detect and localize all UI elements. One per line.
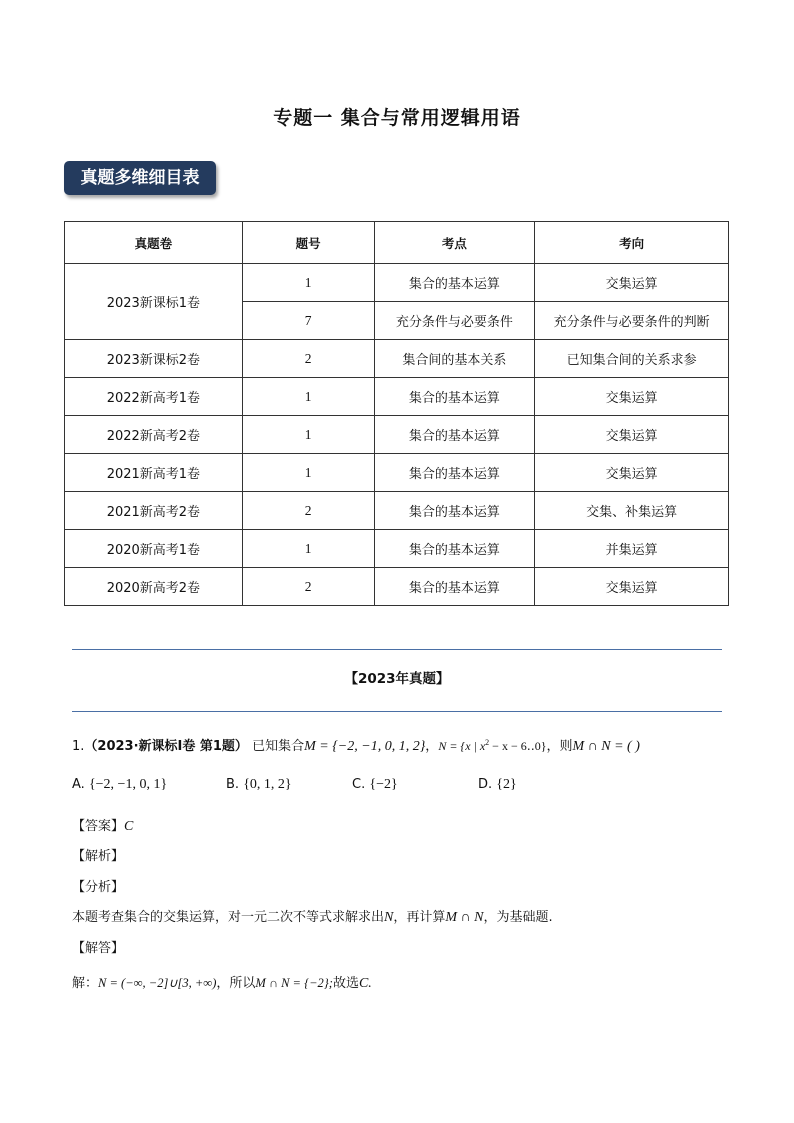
table-row (65, 378, 729, 416)
table-row (65, 340, 729, 378)
cell-direction: 充分条件与必要条件的判断 (535, 302, 729, 340)
option-value: {−2} (369, 777, 398, 792)
cell-direction: 交集、补集运算 (535, 492, 729, 530)
solution-choose: 故选 (332, 976, 359, 991)
section-badge: 真题多维细目表 (64, 161, 216, 195)
cell-point: 集合的基本运算 (374, 530, 535, 568)
solution-result: M ∩ N = {−2}; (255, 976, 333, 990)
cell-point: 集合的基本运算 (374, 378, 535, 416)
option-a (72, 777, 167, 793)
question-source: （2023·新课标I卷 第1题） (84, 739, 248, 754)
cell-number: 1 (242, 416, 374, 454)
cell-direction: 已知集合间的关系求参 (535, 340, 729, 378)
fenxi-text-c: ，为基础题. (483, 910, 553, 925)
option-b (226, 777, 292, 793)
cell-number: 2 (242, 568, 374, 606)
option-label: A. (72, 777, 85, 792)
cell-paper: 2021新高考2卷 (65, 492, 243, 530)
cell-number: 7 (242, 302, 374, 340)
answer-value: C (124, 819, 134, 834)
cell-number: 2 (242, 340, 374, 378)
set-m-expression: M = {−2, −1, 0, 1, 2} (304, 739, 426, 754)
option-label: B. (226, 777, 240, 792)
fenxi-text (72, 906, 553, 926)
cell-point: 集合的基本运算 (374, 492, 535, 530)
cell-number: 1 (242, 264, 374, 302)
solution-text: ，所以 (216, 976, 256, 991)
question-number: 1. (72, 739, 85, 754)
cell-direction: 交集运算 (535, 454, 729, 492)
header-direction: 考向 (535, 222, 729, 264)
document-title: 专题一 集合与常用逻辑用语 (273, 107, 521, 129)
cell-point: 集合的基本运算 (374, 454, 535, 492)
set-n-expression: N = {x | x (438, 739, 486, 753)
section-title: 【2023年真题】 (344, 671, 450, 687)
cell-direction: 交集运算 (535, 378, 729, 416)
cell-paper: 2022新高考2卷 (65, 416, 243, 454)
cell-point: 集合间的基本关系 (374, 340, 535, 378)
solution-expression: N = (−∞, −2]∪[3, +∞) (98, 976, 217, 990)
cell-direction: 并集运算 (535, 530, 729, 568)
answer-label: 【答案】 (72, 819, 125, 834)
question-1 (72, 735, 640, 755)
exponent: 2 (485, 738, 490, 747)
jieda-label: 【解答】 (72, 941, 125, 956)
option-label: C. (352, 777, 366, 792)
table-row (65, 492, 729, 530)
solution-choice: C. (358, 976, 372, 991)
option-value: {2} (496, 777, 517, 792)
option-label: D. (478, 777, 493, 792)
fenxi-label: 【分析】 (72, 880, 125, 895)
option-c (352, 777, 398, 793)
fenxi-expression: M ∩ N (445, 910, 484, 925)
cell-direction: 交集运算 (535, 264, 729, 302)
exam-table (64, 221, 729, 606)
cell-direction: 交集运算 (535, 568, 729, 606)
divider-top (72, 649, 722, 650)
cell-paper: 2020新高考1卷 (65, 530, 243, 568)
cell-point: 集合的基本运算 (374, 568, 535, 606)
solution-prefix: 解： (72, 976, 99, 991)
solution-line (72, 972, 372, 992)
cell-paper: 2022新高考1卷 (65, 378, 243, 416)
table-row (65, 530, 729, 568)
cell-paper: 2023新课标1卷 (65, 264, 243, 340)
set-n-expression-rest: − x − 6‥0} (489, 739, 547, 753)
option-value: {0, 1, 2} (243, 777, 292, 792)
cell-point: 充分条件与必要条件 (374, 302, 535, 340)
cell-point: 集合的基本运算 (374, 416, 535, 454)
table-row (65, 416, 729, 454)
cell-number: 1 (242, 454, 374, 492)
cell-paper: 2023新课标2卷 (65, 340, 243, 378)
question-ask: M ∩ N = ( ) (572, 739, 640, 754)
table-row (65, 264, 729, 302)
header-number: 题号 (242, 222, 374, 264)
cell-paper: 2021新高考1卷 (65, 454, 243, 492)
option-d (478, 777, 517, 793)
cell-paper: 2020新高考2卷 (65, 568, 243, 606)
answer-line (72, 815, 133, 835)
header-paper: 真题卷 (65, 222, 243, 264)
table-row (65, 568, 729, 606)
fenxi-n: N (384, 910, 394, 925)
option-value: {−2, −1, 0, 1} (88, 777, 168, 792)
table-header-row (65, 222, 729, 264)
fenxi-text-a: 本题考查集合的交集运算，对一元二次不等式求解求出 (72, 910, 385, 925)
table-row (65, 454, 729, 492)
analysis-label: 【解析】 (72, 849, 125, 864)
cell-number: 1 (242, 378, 374, 416)
cell-direction: 交集运算 (535, 416, 729, 454)
cell-point: 集合的基本运算 (374, 264, 535, 302)
question-stem: 已知集合 (252, 739, 305, 754)
punctuation: ， (425, 739, 439, 754)
question-stem-b: ，则 (546, 739, 573, 754)
cell-number: 1 (242, 530, 374, 568)
fenxi-text-b: ，再计算 (393, 910, 446, 925)
cell-number: 2 (242, 492, 374, 530)
divider-bottom (72, 711, 722, 712)
header-point: 考点 (374, 222, 535, 264)
